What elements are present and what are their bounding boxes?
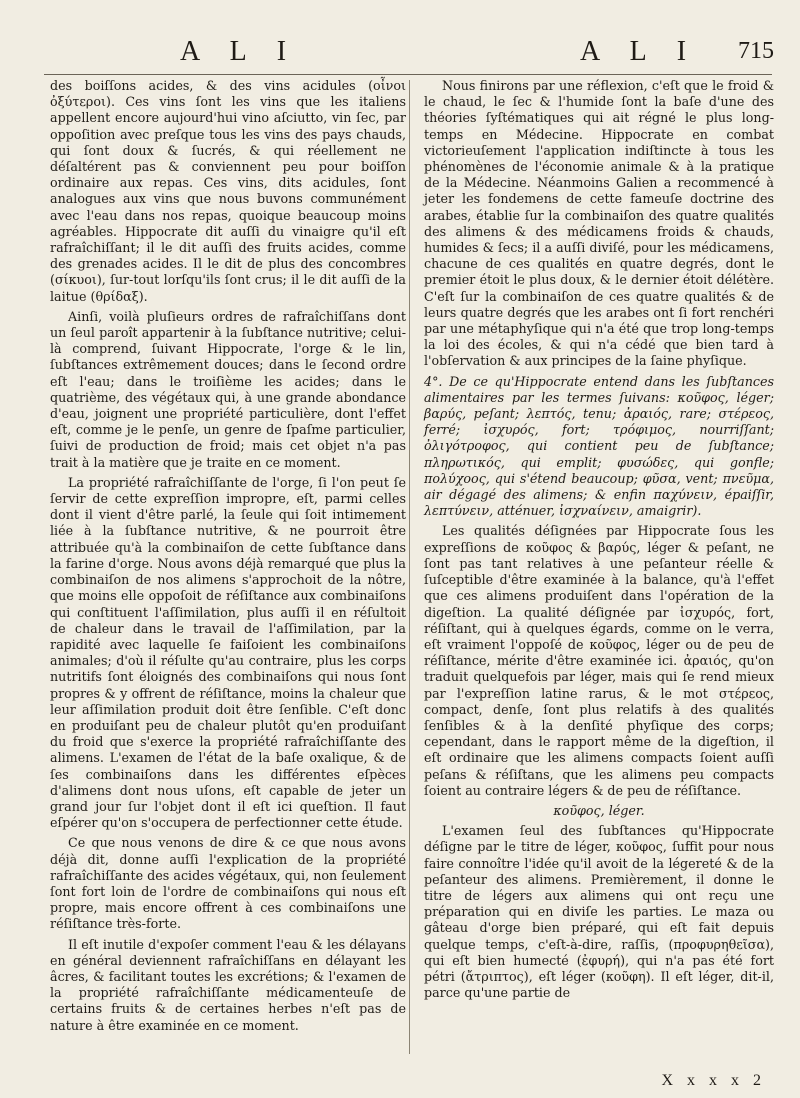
- signature-mark: X x x x 2: [661, 1072, 766, 1089]
- header-rule: [44, 74, 772, 75]
- paragraph: Il eſt inutile d'expoſer comment l'eau & les délayans en général deviennent rafraîchiſſans en délayant les âcres, & facilitant toutes les excrétions; & l'examen de la propriété rafraîchiſſante médicamenteuſe de certains fruits & de certaines herbes n'eſt pas de nature à être examinée en ce moment.: [50, 936, 406, 1033]
- paragraph: Ce que nous venons de dire & ce que nous avons déjà dit, donne auſſi l'explication de la propriété rafraîchiſſante des acides végétaux, qui, non ſeulement ſont fort loin de l'ordre de combinaiſons qui nous eſt propre, mais encore offrent à ces combinaiſons une réſiſtance très-forte.: [50, 835, 406, 932]
- section-heading-4: 4°. De ce qu'Hippocrate entend dans les ſubſtances alimentaires par les termes ſuivans: κοῦφος, léger; βαρύς, peſant; λεπτός, tenu; ἀραιός, rare; στέρεος, ferré; ἰσχυρός, fort; τρόφιμος, nourriſſant; ὀλιγότροφος, qui contient peu de ſubſtance; πληρωτικός, qui emplit; φυσώδες, qui gonfle; πολύχοος, qui s'étend beaucoup; φῦσα, vent; πνεῦμα, air dégagé des alimens; & enfin παχύνειν, épaiſſir, λεπτύνειν, atténuer, ἰσχναίνειν, amaigrir).: [424, 373, 774, 519]
- page-header: [40, 36, 774, 70]
- right-column: [424, 78, 774, 1005]
- paragraph: La propriété rafraîchiſſante de l'orge, ſi l'on peut ſe ſervir de cette expreſſion impropre, eſt, parmi celles dont il vient d'être parlé, la ſeule qui ſoit intimement liée à la ſubſtance nutritive, & ne pourroit être attribuée qu'à la combinaiſon de cette ſubſtance dans la farine d'orge. Nous avons déjà remarqué que plus la combinaiſon de nos alimens s'approchoit de la nôtre, que moins elle oppoſoit de réſiſtance aux combinaiſons qui conſtituent l'aſſimilation, plus auſſi il en réſultoit de chaleur dans le travail de l'aſſimilation, par la rapidité avec laquelle ſe faiſoient les combinaiſons animales; d'où il réſulte qu'au contraire, plus les corps nutritifs ſont éloignés des combinaiſons qui nous ſont propres & y offrent de réſiſtance, moins la chaleur que leur aſſimilation produit doit être ſenſible. C'eſt donc en produiſant peu de chaleur plutôt qu'en produiſant du froid que s'exerce la propriété rafraîchiſſante des alimens. L'examen de l'état de la baſe oxalique, & de ſes combinaiſons dans les différentes eſpèces d'alimens dont nous uſons, eſt capable de jeter un grand jour ſur l'objet dont il eſt ici queſtion. Il faut eſpérer qu'on s'occupera de perfectionner cette étude.: [50, 474, 406, 831]
- running-title-left: A L I: [180, 36, 299, 67]
- paragraph: Les qualités déſignées par Hippocrate ſous les expreſſions de κοῦφος & βαρύς, léger & peſant, ne ſont pas tant relatives à une peſanteur réelle & ſuſceptible d'être examinée à la balance, qu'à l'effet que ces alimens produiſent dans l'opération de la digeſtion. La qualité déſignée par ἰσχυρός, fort, réſiſtant, qui à quelques égards, comme on le verra, eſt vraiment l'oppoſé de κοῦφος, léger ou de peu de réſiſtance, mérite d'être examinée ici. ἀραιός, qu'on traduit quelquefois par léger, mais qui ſe rend mieux par l'expreſſion latine rarus, & le mot στέρεος, compact, denſe, ſont plus relatifs à des qualités ſenſibles & à la denſité phyſique des corps; cependant, dans le rapport même de la digeſtion, il eſt ordinaire que les alimens compacts ſoient auſſi peſans & réſiſtans, que les alimens peu compacts ſoient au contraire légers & de peu de réſiſtance.: [424, 523, 774, 798]
- paragraph: des boiſſons acides, & des vins acidules (οἶνοι ὀξύτεροι). Ces vins ſont les vins que les italiens appellent encore aujourd'hui vino aſciutto, vin ſec, par oppoſition avec preſque tous les vins des pays chauds, qui ſont doux & ſucrés, & qui réellement ne déſaltérent pas & conviennent peu pour boiſſon ordinaire aux repas. Ces vins, dits acidules, ſont analogues aux vins que nous buvons communément avec l'eau dans nos repas, quoique beaucoup moins agréables. Hippocrate dit auſſi du vinaigre qu'il eſt rafraîchiſſant; il le dit auſſi des fruits acides, comme des grenades acides. Il le dit de plus des concombres (σίκυοι), ſur-tout lorſqu'ils ſont crus; il le dit auſſi de la laitue (θρίδαξ).: [50, 78, 406, 304]
- paragraph: Ainſi, voilà pluſieurs ordres de rafraîchiſſans dont un ſeul paroît appartenir à la ſubſtance nutritive; celui-là comprend, ſuivant Hippocrate, l'orge & le lin, ſubſtances extrêmement douces; dans le ſecond ordre eſt l'eau; dans le troiſième les acides; dans le quatrième, des végétaux qui, à une grande abondance d'eau, joignent une propriété particulière, dont l'effet eſt, comme je le penſe, un genre de ſpaſme particulier, ſuivi de production de froid; mais cet objet n'a pas trait à la matière que je traite en ce moment.: [50, 308, 406, 470]
- page-number: 715: [738, 38, 774, 64]
- running-title-right: A L I: [580, 36, 699, 67]
- left-column: [50, 78, 406, 1038]
- paragraph: Nous finirons par une réflexion, c'eſt que le froid & le chaud, le ſec & l'humide ſont la baſe d'une des théories ſyſtématiques qui ait régné le plus long-temps en Médecine. Hippocrate en combat victorieuſement l'application indiſtincte à tous les phénomènes de l'économie animale & à la pratique de la Médecine. Néanmoins Galien a recommencé à jeter les fondemens de cette fameuſe doctrine des arabes, établie ſur la combinaiſon des quatre qualités des alimens & des médicamens froids & chauds, humides & ſecs; il a auſſi diviſé, pour les médicamens, chacune de ces qualités en quatre degrés, dont le premier étoit le plus doux, & le dernier étoit délétère. C'eſt ſur la combinaiſon de ces quatre qualités & de leurs quatre degrés que les arabes ont ſi fort renchéri par une métaphyſique qui n'a été que trop long-temps la loi des écoles, & qui n'a cédé que bien tard à l'obſervation & aux principes de la ſaine phyſique.: [424, 78, 774, 369]
- subheading-koufos: κοῦφος, léger.: [553, 802, 645, 818]
- column-divider: [409, 80, 410, 1054]
- paragraph: L'examen ſeul des ſubſtances qu'Hippocrate déſigne par le titre de léger, κοῦφος, ſuffit pour nous faire connoître l'idée qu'il avoit de la légereté & de la peſanteur des alimens. Premièrement, il donne le titre de légers aux alimens qui ont reçu une préparation qui en diviſe les parties. Le maza ou gâteau d'orge bien préparé, qui eſt fait depuis quelque temps, c'eſt-à-dire, raſſis, (προφυρηθεῖσα), qui eſt bien humecté (ἐφυρή), qui n'a pas été fort pétri (ἄτριπτος), eſt léger (κοῦφη). Il eſt léger, dit-il, parce qu'une partie de: [424, 823, 774, 1001]
